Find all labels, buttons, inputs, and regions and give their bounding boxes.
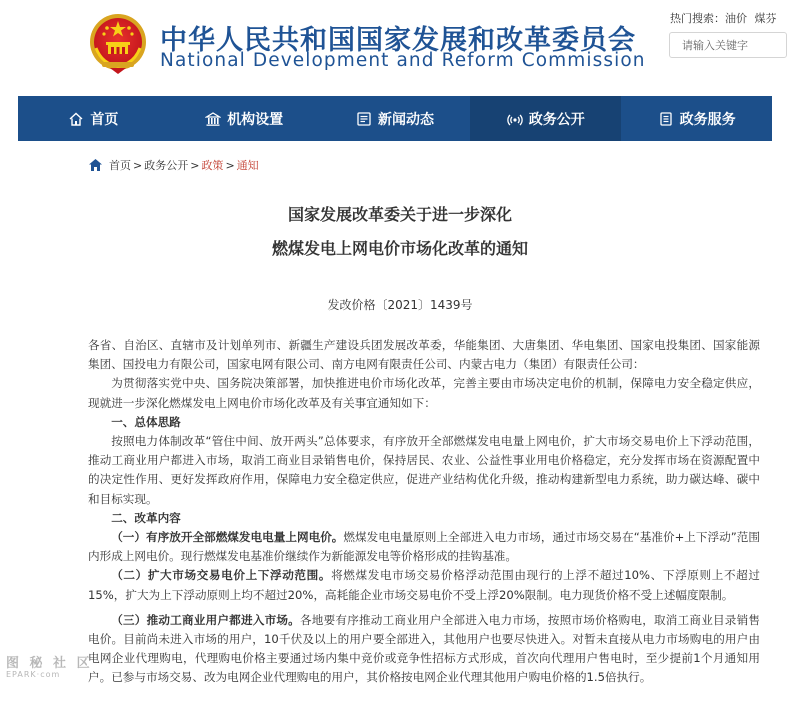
home-icon <box>68 111 84 127</box>
section-heading: 二、改革内容 <box>111 510 181 525</box>
item-heading: （二）扩大市场交易电价上下浮动范围。 <box>111 568 332 583</box>
hot-search-separator <box>749 12 753 25</box>
breadcrumb-policy[interactable]: 政策 <box>201 159 224 172</box>
search-box <box>669 32 787 58</box>
watermark <box>6 652 93 679</box>
watermark-en: EPARK·com <box>6 670 61 679</box>
home-icon[interactable] <box>88 158 103 172</box>
breadcrumb-notice[interactable]: 通知 <box>236 159 259 172</box>
article-title-line1: 国家发展改革委关于进一步深化 <box>287 205 512 224</box>
breadcrumb-separator: > <box>225 158 235 172</box>
nav-item-label: 新闻动态 <box>377 111 434 128</box>
breadcrumb-separator: > <box>133 158 143 172</box>
watermark-cn: 图 秘 社 区 <box>6 656 93 671</box>
nav-item-organization[interactable] <box>169 96 320 141</box>
item-paragraph <box>88 528 760 566</box>
nav-item-label: 政务服务 <box>679 111 736 128</box>
item-heading: （三）推动工商业用户都进入市场。 <box>111 612 300 627</box>
item-text: 各地要有序推动工商业用户全部进入电力市场，按照市场价格购电，取消工商业目录销售电价。目前尚未进入市场的用户，10千伏及以上的用户要全部进入，其他用户也要尽快进入。对暂未直接从电力市场购电的用户由电网企业代理购电，代理购电价格主要通过场内集中竞价或竞争性招标方式形成，首次向代理用户售电时，至少提前1个月通知用户。已参与市场交易、改为电网企业代理购电的用户，其价格按电网企业代理其他用户购电价格的1.5倍执行。 <box>88 612 760 685</box>
breadcrumb-home[interactable]: 首页 <box>109 159 131 172</box>
item-paragraph <box>88 611 760 688</box>
breadcrumb <box>88 157 259 173</box>
nav-item-news[interactable] <box>320 96 471 141</box>
addressees-paragraph: 各省、自治区、直辖市及计划单列市、新疆生产建设兵团发展改革委，华能集团、大唐集团、华电集团、国家电投集团、国家能源集团、国投电力有限公司，国家电网有限公司、南方电网有限责任公司、内蒙古电力（集团）有限责任公司： <box>88 338 760 372</box>
nav-item-label: 政务公开 <box>528 111 585 128</box>
nav-item-home[interactable] <box>18 96 169 141</box>
search-input[interactable] <box>682 34 782 56</box>
breadcrumb-government-affairs[interactable]: 政务公开 <box>144 159 189 172</box>
service-icon <box>658 111 674 127</box>
hot-search-term[interactable]: 煤芬 <box>754 12 777 25</box>
news-icon <box>356 111 372 127</box>
item-text: 燃煤发电电量原则上全部进入电力市场，通过市场交易在“基准价+上下浮动”范围内形成上网电价。现行燃煤发电基准价继续作为新能源发电等价格形成的挂钩基准。 <box>88 530 760 564</box>
org-name-en[interactable]: National Development and Reform Commission <box>160 50 646 71</box>
section-heading: 一、总体思路 <box>111 414 181 429</box>
intro-paragraph: 为贯彻落实党中央、国务院决策部署，加快推进电价市场化改革，完善主要由市场决定电价的机制，保障电力安全稳定供应，现就进一步深化燃煤发电上网电价市场化改革及有关事宜通知如下： <box>88 376 760 410</box>
nav-item-government-affairs[interactable] <box>470 96 621 141</box>
building-icon <box>205 111 221 127</box>
article-body <box>88 336 760 688</box>
nav-item-services[interactable] <box>621 96 772 141</box>
nav-item-label: 机构设置 <box>227 111 284 128</box>
document-number: 发改价格〔2021〕1439号 <box>327 298 473 312</box>
section-paragraph: 按照电力体制改革“管住中间、放开两头”总体要求，有序放开全部燃煤发电电量上网电价，扩大市场交易电价上下浮动范围，推动工商业用户都进入市场，取消工商业目录销售电价，保持居民、农业、公益性事业用电价格稳定，充分发挥市场在资源配置中的决定性作用、更好发挥政府作用，保障电力安全稳定供应，促进产业结构优化升级，推动构建新型电力系统，助力碳达峰、碳中和目标实现。 <box>88 434 760 506</box>
breadcrumb-separator: > <box>190 158 200 172</box>
nav-item-label: 首页 <box>90 111 119 128</box>
main-nav <box>18 96 772 141</box>
item-heading: （一）有序放开全部燃煤发电电量上网电价。 <box>111 530 344 545</box>
site-header <box>0 0 800 96</box>
hot-search <box>670 10 777 26</box>
article-title-line2: 燃煤发电上网电价市场化改革的通知 <box>271 239 528 258</box>
item-text: 将燃煤发电市场交易价格浮动范围由现行的上浮不超过10%、下浮原则上不超过15%，扩大为上下浮动原则上均不超过20%，高耗能企业市场交易电价不受上浮20%限制。电力现货价格不受上述幅度限制。 <box>88 568 760 602</box>
item-paragraph <box>88 566 760 604</box>
hot-search-label: 热门搜索： <box>670 12 725 25</box>
broadcast-icon <box>507 111 523 127</box>
national-emblem-icon[interactable] <box>88 12 148 76</box>
hot-search-term[interactable]: 油价 <box>725 12 747 25</box>
org-name-cn[interactable]: 中华人民共和国国家发展和改革委员会 <box>160 25 636 56</box>
